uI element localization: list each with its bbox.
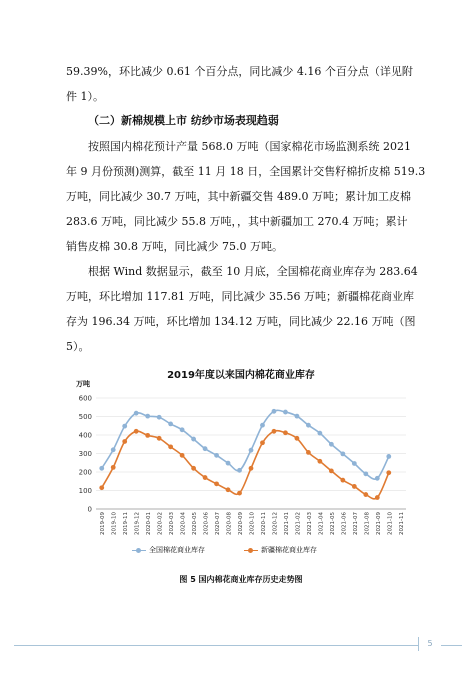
data-point-series-0 bbox=[249, 448, 254, 453]
x-tick-label: 2020-08 bbox=[226, 512, 233, 535]
data-point-series-0 bbox=[329, 442, 334, 447]
data-point-series-1 bbox=[249, 466, 254, 471]
data-point-series-1 bbox=[111, 465, 116, 470]
data-point-series-0 bbox=[168, 422, 173, 427]
y-axis-unit: 万吨 bbox=[76, 380, 90, 388]
x-tick-label: 2019-11 bbox=[123, 512, 130, 535]
data-point-series-1 bbox=[180, 453, 185, 458]
page-number: 5 bbox=[418, 637, 441, 651]
data-point-series-0 bbox=[145, 414, 150, 419]
x-tick-label: 2020-03 bbox=[169, 512, 176, 535]
data-point-series-0 bbox=[272, 409, 277, 414]
x-tick-label: 2021-11 bbox=[398, 512, 405, 535]
data-point-series-1 bbox=[260, 440, 265, 445]
data-point-series-0 bbox=[226, 461, 231, 466]
text-line: 万吨，同比减少 30.7 万吨，其中新疆交售 489.0 万吨；累计加工皮棉 bbox=[66, 190, 411, 203]
footer-rule bbox=[14, 645, 462, 646]
data-point-series-1 bbox=[386, 470, 391, 475]
paragraph-inventory bbox=[66, 259, 416, 359]
x-tick-label: 2021-04 bbox=[318, 512, 325, 535]
data-point-series-1 bbox=[306, 450, 311, 455]
y-tick-label: 300 bbox=[78, 450, 92, 458]
data-point-series-1 bbox=[237, 491, 242, 496]
x-tick-label: 2021-10 bbox=[387, 512, 394, 535]
data-point-series-0 bbox=[317, 431, 322, 436]
inventory-chart bbox=[66, 366, 416, 576]
legend-label: 全国棉花商业库存 bbox=[149, 546, 205, 554]
x-tick-label: 2020-07 bbox=[215, 512, 222, 535]
data-point-series-0 bbox=[134, 411, 139, 416]
data-point-series-0 bbox=[306, 423, 311, 428]
data-point-series-1 bbox=[203, 475, 208, 480]
series-line-1 bbox=[102, 431, 389, 499]
chart-plot bbox=[66, 366, 416, 576]
data-point-series-1 bbox=[363, 492, 368, 497]
legend-label: 新疆棉花商业库存 bbox=[261, 546, 317, 554]
text-line: 万吨，环比增加 117.81 万吨，同比减少 35.56 万吨；新疆棉花商业库 bbox=[66, 290, 414, 303]
text-line: 销售皮棉 30.8 万吨，同比减少 75.0 万吨。 bbox=[66, 240, 283, 253]
x-tick-label: 2020-12 bbox=[272, 512, 279, 535]
data-point-series-1 bbox=[157, 436, 162, 441]
legend-item-xinjiang bbox=[244, 545, 317, 555]
data-point-series-0 bbox=[340, 451, 345, 456]
data-point-series-1 bbox=[134, 429, 139, 434]
text-line: 5）。 bbox=[66, 340, 90, 353]
data-point-series-0 bbox=[180, 427, 185, 432]
x-tick-label: 2021-01 bbox=[283, 512, 290, 535]
x-tick-label: 2020-05 bbox=[192, 512, 199, 535]
section-heading: （二）新棉规模上市 纺纱市场表现趋弱 bbox=[88, 114, 279, 127]
y-tick-label: 200 bbox=[78, 468, 92, 477]
text-line: 59.39%，环比减少 0.61 个百分点，同比减少 4.16 个百分点（详见附 bbox=[66, 65, 413, 78]
x-tick-label: 2020-02 bbox=[157, 512, 164, 535]
figure-caption: 图 5 国内棉花商业库存历史走势图 bbox=[179, 575, 303, 584]
series-line-0 bbox=[102, 410, 389, 479]
data-point-series-0 bbox=[203, 446, 208, 451]
data-point-series-0 bbox=[99, 466, 104, 471]
data-point-series-1 bbox=[283, 430, 288, 435]
data-point-series-1 bbox=[122, 439, 127, 444]
legend-item-national bbox=[132, 545, 205, 555]
paragraph-intro bbox=[66, 59, 416, 109]
x-tick-label: 2021-03 bbox=[306, 512, 313, 535]
x-tick-label: 2021-08 bbox=[364, 512, 371, 535]
legend-swatch-xinjiang bbox=[244, 547, 258, 554]
text-line: 283.6 万吨，同比减少 55.8 万吨，，其中新疆加工 270.4 万吨；累计 bbox=[66, 215, 408, 228]
chart-title: 2019年度以来国内棉花商业库存 bbox=[167, 370, 315, 381]
data-point-series-1 bbox=[145, 433, 150, 438]
data-point-series-0 bbox=[363, 471, 368, 476]
x-tick-label: 2020-06 bbox=[203, 512, 210, 535]
x-tick-label: 2019-09 bbox=[100, 512, 107, 535]
x-tick-label: 2021-06 bbox=[341, 512, 348, 535]
data-point-series-1 bbox=[352, 484, 357, 489]
data-point-series-1 bbox=[99, 485, 104, 490]
data-point-series-0 bbox=[375, 476, 380, 481]
data-point-series-1 bbox=[329, 468, 334, 473]
data-point-series-1 bbox=[272, 429, 277, 434]
data-point-series-1 bbox=[168, 444, 173, 449]
data-point-series-0 bbox=[214, 453, 219, 458]
data-point-series-0 bbox=[283, 410, 288, 415]
data-point-series-0 bbox=[295, 414, 300, 419]
text-line: 根据 Wind 数据显示，截至 10 月底，全国棉花商业库存为 283.64 bbox=[88, 265, 418, 278]
x-tick-label: 2020-09 bbox=[238, 512, 245, 535]
data-point-series-0 bbox=[191, 437, 196, 442]
x-tick-label: 2020-04 bbox=[180, 512, 187, 535]
text-line: 存为 196.34 万吨，环比增加 134.12 万吨，同比减少 22.16 万吨（图 bbox=[66, 315, 416, 328]
y-tick-label: 400 bbox=[78, 431, 92, 440]
x-tick-label: 2020-01 bbox=[146, 512, 153, 535]
data-point-series-1 bbox=[191, 466, 196, 471]
data-point-series-0 bbox=[237, 468, 242, 473]
data-point-series-0 bbox=[260, 423, 265, 428]
data-point-series-0 bbox=[122, 424, 127, 429]
data-point-series-1 bbox=[317, 459, 322, 464]
y-tick-label: 600 bbox=[78, 394, 92, 403]
x-tick-label: 2019-10 bbox=[111, 512, 118, 535]
x-tick-label: 2020-11 bbox=[260, 512, 267, 535]
legend-swatch-national bbox=[132, 547, 146, 554]
data-point-series-0 bbox=[352, 461, 357, 466]
x-tick-label: 2021-02 bbox=[295, 512, 302, 535]
data-point-series-0 bbox=[157, 415, 162, 420]
x-tick-label: 2021-05 bbox=[329, 512, 336, 535]
y-tick-label: 0 bbox=[87, 505, 92, 514]
text-line: 件 1）。 bbox=[66, 90, 104, 103]
data-point-series-1 bbox=[226, 487, 231, 492]
data-point-series-0 bbox=[386, 454, 391, 459]
data-point-series-1 bbox=[340, 478, 345, 483]
y-tick-label: 100 bbox=[78, 487, 92, 495]
x-tick-label: 2021-07 bbox=[352, 512, 359, 535]
data-point-series-1 bbox=[214, 481, 219, 486]
data-point-series-1 bbox=[295, 436, 300, 441]
text-line: 年 9 月份预测)测算，截至 11 月 18 日，全国累计交售籽棉折皮棉 519.3 bbox=[66, 165, 426, 178]
data-point-series-1 bbox=[375, 495, 380, 500]
data-point-series-0 bbox=[111, 447, 116, 452]
x-tick-label: 2021-09 bbox=[375, 512, 382, 535]
x-tick-label: 2019-12 bbox=[134, 512, 141, 535]
x-tick-label: 2020-10 bbox=[249, 512, 256, 535]
y-tick-label: 500 bbox=[78, 413, 92, 421]
paragraph-production bbox=[66, 134, 426, 259]
text-line: 按照国内棉花预计产量 568.0 万吨（国家棉花市场监测系统 2021 bbox=[88, 140, 411, 153]
